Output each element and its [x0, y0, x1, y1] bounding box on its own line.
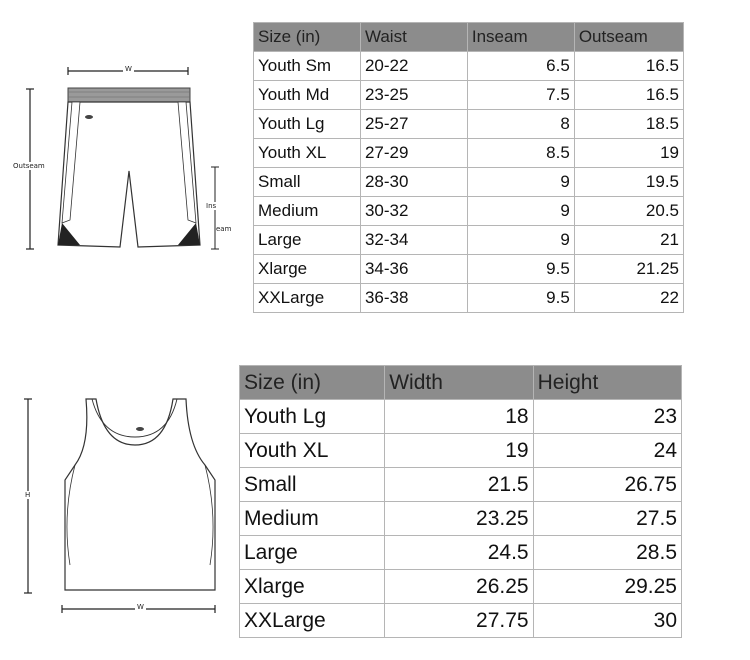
- logo-mark: [85, 115, 93, 119]
- inseam-cell: 9: [467, 226, 574, 255]
- width-cell: 19: [385, 434, 533, 468]
- inseam-label-bottom: eam: [216, 225, 232, 233]
- outseam-cell: 21: [574, 226, 683, 255]
- inseam-cell: 8.5: [467, 139, 574, 168]
- size-cell: Youth XL: [240, 434, 385, 468]
- table-row: [240, 468, 682, 502]
- table-row: [240, 604, 682, 638]
- table-row: [254, 255, 684, 284]
- size-cell: Xlarge: [254, 255, 361, 284]
- inseam-cell: 9: [467, 168, 574, 197]
- table-row: [240, 502, 682, 536]
- outseam-cell: 20.5: [574, 197, 683, 226]
- table-row: [254, 110, 684, 139]
- table-row: [254, 139, 684, 168]
- waist-cell: 34-36: [360, 255, 467, 284]
- shorts-size-table: [253, 22, 684, 313]
- header-size: Size (in): [254, 23, 361, 52]
- waist-cell: 28-30: [360, 168, 467, 197]
- table-row: [254, 52, 684, 81]
- header-waist: Waist: [360, 23, 467, 52]
- size-cell: XXLarge: [254, 284, 361, 313]
- width-cell: 23.25: [385, 502, 533, 536]
- inseam-cell: 6.5: [467, 52, 574, 81]
- inseam-cell: 7.5: [467, 81, 574, 110]
- waist-cell: 20-22: [360, 52, 467, 81]
- size-cell: Youth Md: [254, 81, 361, 110]
- size-cell: XXLarge: [240, 604, 385, 638]
- logo-mark: [136, 427, 144, 431]
- outseam-cell: 16.5: [574, 52, 683, 81]
- size-cell: Youth Lg: [254, 110, 361, 139]
- outseam-label: Outseam: [13, 162, 45, 170]
- inseam-label-top: Ins: [206, 202, 217, 210]
- inseam-cell: 9: [467, 197, 574, 226]
- outseam-cell: 22: [574, 284, 683, 313]
- jersey-diagram: [10, 385, 235, 625]
- height-cell: 28.5: [533, 536, 681, 570]
- table-row: [240, 570, 682, 604]
- outseam-cell: 16.5: [574, 81, 683, 110]
- table-row: [254, 168, 684, 197]
- width-label: W: [125, 65, 132, 73]
- size-cell: Youth Lg: [240, 400, 385, 434]
- width-cell: 21.5: [385, 468, 533, 502]
- height-cell: 24: [533, 434, 681, 468]
- waist-cell: 30-32: [360, 197, 467, 226]
- size-cell: Large: [254, 226, 361, 255]
- outseam-cell: 21.25: [574, 255, 683, 284]
- waist-cell: 27-29: [360, 139, 467, 168]
- waist-cell: 23-25: [360, 81, 467, 110]
- size-cell: Medium: [240, 502, 385, 536]
- jersey-size-table: [239, 365, 682, 638]
- outseam-cell: 19.5: [574, 168, 683, 197]
- table-header-row: [254, 23, 684, 52]
- shorts-drawing: [10, 55, 240, 265]
- inseam-cell: 9.5: [467, 284, 574, 313]
- width-label: W: [137, 603, 144, 611]
- shorts-diagram: [10, 55, 240, 265]
- size-cell: Youth Sm: [254, 52, 361, 81]
- table-header-row: [240, 366, 682, 400]
- jersey-drawing: [10, 385, 235, 625]
- size-cell: Xlarge: [240, 570, 385, 604]
- height-cell: 27.5: [533, 502, 681, 536]
- size-cell: Youth XL: [254, 139, 361, 168]
- outseam-cell: 19: [574, 139, 683, 168]
- header-size: Size (in): [240, 366, 385, 400]
- outseam-cell: 18.5: [574, 110, 683, 139]
- size-cell: Large: [240, 536, 385, 570]
- width-cell: 27.75: [385, 604, 533, 638]
- size-cell: Small: [254, 168, 361, 197]
- table-row: [254, 81, 684, 110]
- size-cell: Small: [240, 468, 385, 502]
- table-row: [254, 197, 684, 226]
- waist-cell: 32-34: [360, 226, 467, 255]
- header-inseam: Inseam: [467, 23, 574, 52]
- inseam-cell: 8: [467, 110, 574, 139]
- height-cell: 30: [533, 604, 681, 638]
- width-cell: 18: [385, 400, 533, 434]
- table-row: [240, 434, 682, 468]
- header-height: Height: [533, 366, 681, 400]
- table-row: [240, 536, 682, 570]
- width-cell: 24.5: [385, 536, 533, 570]
- height-cell: 29.25: [533, 570, 681, 604]
- waist-cell: 36-38: [360, 284, 467, 313]
- height-label: H: [25, 491, 31, 499]
- waist-cell: 25-27: [360, 110, 467, 139]
- size-cell: Medium: [254, 197, 361, 226]
- inseam-cell: 9.5: [467, 255, 574, 284]
- height-cell: 23: [533, 400, 681, 434]
- table-row: [254, 226, 684, 255]
- header-width: Width: [385, 366, 533, 400]
- width-cell: 26.25: [385, 570, 533, 604]
- table-row: [240, 400, 682, 434]
- header-outseam: Outseam: [574, 23, 683, 52]
- height-cell: 26.75: [533, 468, 681, 502]
- table-row: [254, 284, 684, 313]
